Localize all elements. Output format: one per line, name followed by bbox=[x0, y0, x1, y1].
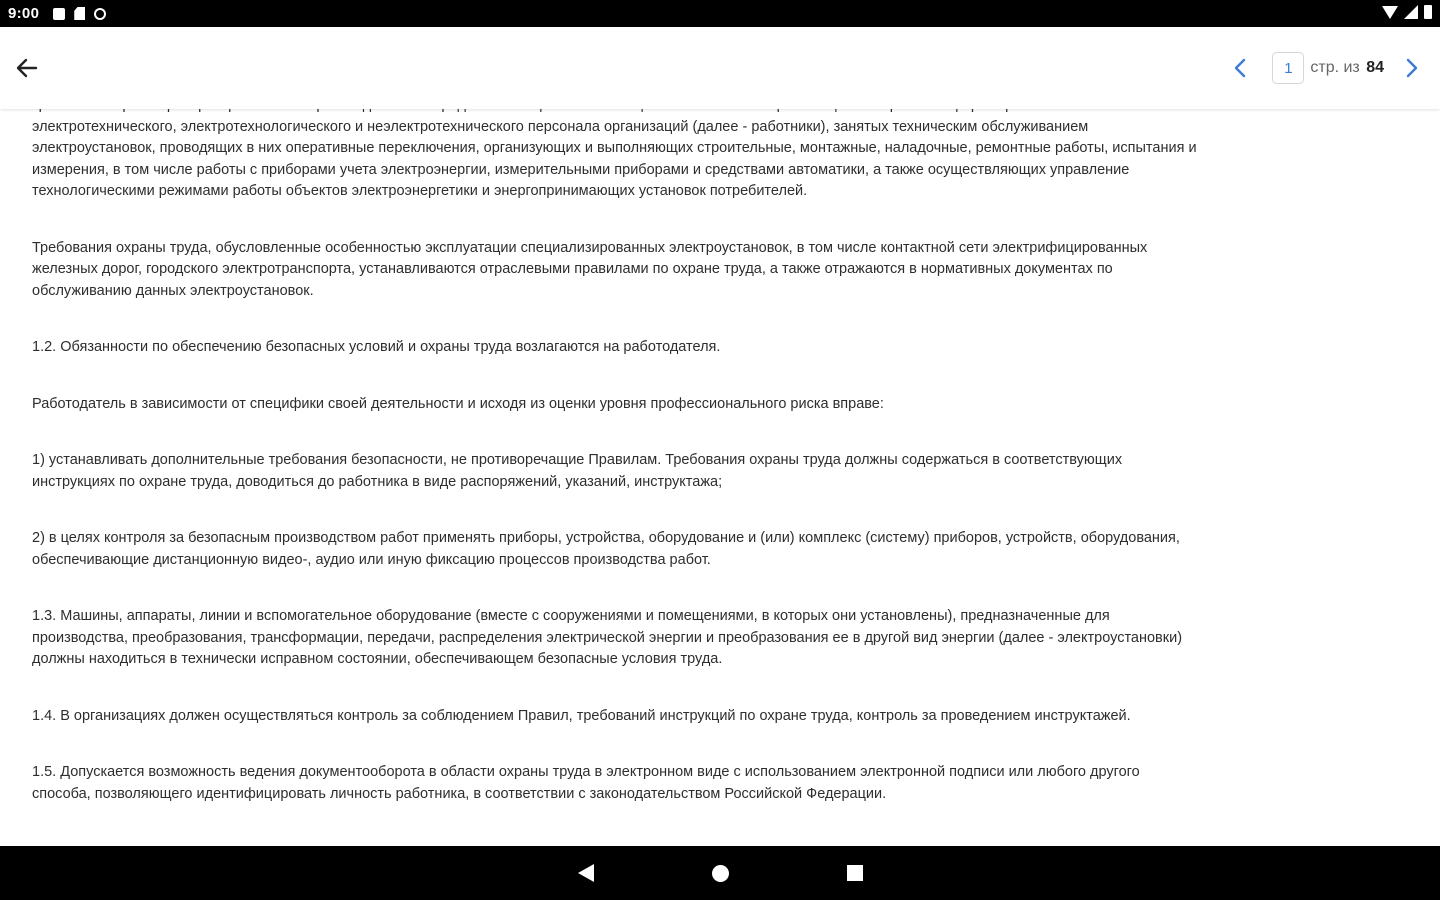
app-toolbar bbox=[0, 27, 1440, 109]
nav-recents-icon[interactable] bbox=[847, 865, 863, 881]
system-nav-bar bbox=[0, 846, 1440, 900]
document-paragraph: 1) устанавливать дополнительные требования безопасности, не противоречащие Правилам. Требования охраны труда должны содержаться в соответствующих инструкциях по охране труда, доводиться до работника в виде распоряжений, указаний, инструктажа; bbox=[32, 452, 1123, 490]
document-paragraph: 1.5. Допускается возможность ведения документооборота в области охраны труда в электронном виде с использованием электронной подписи или любого другого способа, позволяющего идентифицировать личность работника, в соответствии с законодательством Российской Федерации. bbox=[32, 764, 1140, 802]
wifi-icon bbox=[1382, 6, 1398, 19]
page-total: 84 bbox=[1366, 59, 1384, 76]
nav-home-icon[interactable] bbox=[712, 865, 729, 882]
page-navigator bbox=[1226, 51, 1426, 85]
status-time: 9:00 bbox=[8, 5, 40, 22]
nav-back-icon[interactable] bbox=[578, 864, 594, 882]
page-count-label bbox=[1310, 59, 1384, 77]
document-paragraph: 1.2. Обязанности по обеспечению безопасных условий и охраны труда возлагаются на работодателя. bbox=[32, 339, 721, 355]
page-of-prefix: стр. из bbox=[1310, 59, 1360, 76]
status-bar bbox=[0, 0, 1440, 27]
next-page-button[interactable] bbox=[1398, 51, 1426, 85]
battery-icon bbox=[1424, 5, 1432, 19]
arrow-left-icon bbox=[12, 53, 42, 83]
document-paragraph: 1.3. Машины, аппараты, линии и вспомогательное оборудование (вместе с сооружениями и помещениями, в которых они установлены), предназначенные для производства, преобразования, трансформации, передачи, распределения электрической энергии и преобразования ее в другой вид энергии (далее - электроустановки) должны находиться в технически исправном состоянии, обеспечивающем безопасные условия труда. bbox=[32, 608, 1183, 667]
sd-card-icon bbox=[74, 7, 85, 20]
chevron-right-icon bbox=[1404, 57, 1420, 79]
circle-status-icon bbox=[94, 8, 106, 20]
chevron-left-icon bbox=[1232, 57, 1248, 79]
status-icons-right bbox=[1382, 5, 1432, 19]
document-paragraph: 1.4. В организациях должен осуществляться контроль за соблюдением Правил, требований инструкций по охране труда, контроль за проведением инструктажей. bbox=[32, 707, 1131, 724]
signal-icon bbox=[1404, 5, 1418, 19]
document-viewer[interactable] bbox=[0, 109, 1440, 846]
document-page bbox=[32, 95, 1408, 840]
notification-icon bbox=[53, 8, 65, 20]
document-paragraph: Требования охраны труда, обусловленные особенностью эксплуатации специализированных электроустановок, в том числе контактной сети электрифицированных железных дорог, городского электротранспорта, устанавливаются отраслевыми правилами по охране труда, а также отражаются в нормативных документах по обслуживанию данных электроустановок. bbox=[32, 239, 1148, 299]
prev-page-button[interactable] bbox=[1226, 51, 1254, 85]
back-button[interactable] bbox=[12, 53, 42, 83]
status-icons-left bbox=[53, 7, 106, 20]
page-number-input[interactable] bbox=[1272, 52, 1304, 84]
document-paragraph: Работодатель в зависимости от специфики своей деятельности и исходя из оценки уровня профессионального риска вправе: bbox=[32, 395, 884, 412]
document-paragraph: электротехнического, электротехнологического и неэлектротехнического персонала организаций (далее - работники), занятых техническим обслуживанием электроустановок, проводящих в них оперативные переключения, организующих и выполняющих строительные, монтажные, наладочные, ремонтные работы, испытания и измерения, в том числе работы с приборами учета электроэнергии, измерительными приборами и средствами автоматики, а также осуществляющих управление технологическими режимами работы объектов электроэнергетики и энергопринимающих установок потребителей. bbox=[32, 118, 1197, 199]
document-paragraph: 2) в целях контроля за безопасным производством работ применять приборы, устройства, оборудование и (или) комплекс (систему) приборов, устройств, оборудования, обеспечивающие дистанционную видео-, аудио или иную фиксацию процессов производства работ. bbox=[32, 530, 1180, 568]
